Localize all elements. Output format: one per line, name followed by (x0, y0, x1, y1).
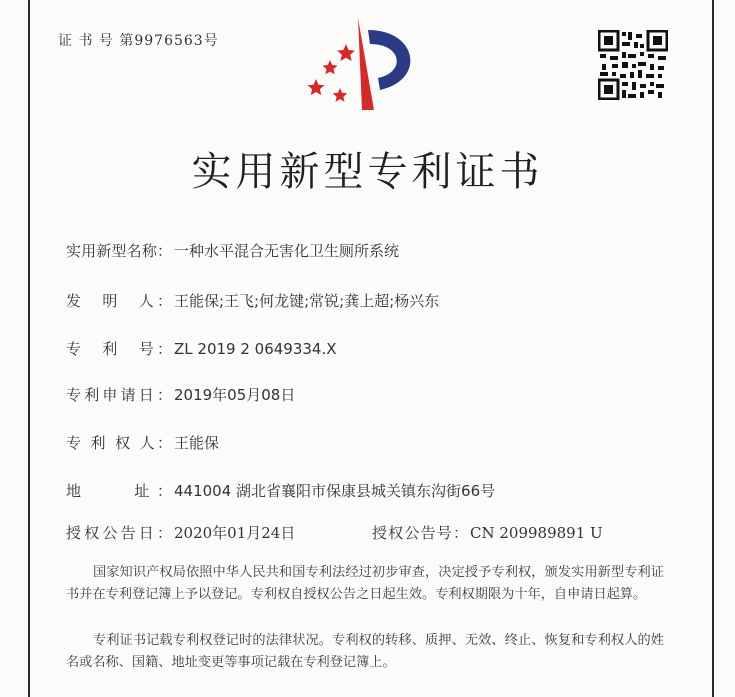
legal-status-paragraph: 专利证书记载专利权登记时的法律状况。专利权的转移、质押、无效、终止、恢复和专利权人的姓名或名称、国籍、地址变更等事项记载在专利登记簿上。 (66, 633, 664, 670)
page-title: 实用新型专利证书 (191, 149, 544, 195)
address-row (66, 480, 495, 501)
patent-office-emblem-icon (306, 18, 426, 118)
application-date-row (66, 384, 295, 405)
patentee-value: 王能保 (174, 434, 220, 452)
frame-left-border (28, 0, 30, 697)
application-date-label: 专利申请日： (66, 386, 172, 404)
patent-number-row (66, 338, 337, 359)
frame-right-border (712, 0, 714, 697)
grant-announcement-number-value: CN 209989891 U (470, 524, 603, 542)
utility-model-name-row (66, 240, 399, 261)
grant-announcement-date-row (66, 522, 295, 543)
utility-model-name-label: 实用新型名称： (66, 242, 172, 260)
address-label: 地 址： (66, 482, 172, 500)
certificate-number: 证 书 号 第9976563号 (58, 33, 219, 49)
grant-statement-paragraph: 国家知识产权局依照中华人民共和国专利法经过初步审查，决定授予专利权，颁发实用新型专利证书并在专利登记簿上予以登记。专利权自授权公告之日起生效。专利权期限为十年，自申请日起算。 (66, 565, 664, 602)
grant-announcement-number-label: 授权公告号： (372, 524, 468, 542)
patent-number-label: 专 利 号： (66, 340, 172, 358)
grant-announcement-date-label: 授权公告日： (66, 524, 172, 542)
patentee-label: 专 利 权 人： (66, 434, 172, 452)
utility-model-name-value: 一种水平混合无害化卫生厕所系统 (174, 242, 400, 260)
grant-announcement-number-row (372, 522, 603, 543)
inventors-value: 王能保;王飞;何龙键;常锐;龚上超;杨兴东 (174, 292, 440, 310)
inventors-label: 发 明 人： (66, 292, 172, 310)
qr-code-icon (598, 30, 668, 100)
application-date-value: 2019年05月08日 (174, 386, 296, 404)
address-value: 441004 湖北省襄阳市保康县城关镇东沟街66号 (174, 482, 496, 500)
patent-number-value: ZL 2019 2 0649334.X (174, 340, 337, 358)
inventors-row (66, 290, 439, 311)
grant-announcement-date-value: 2020年01月24日 (174, 524, 296, 542)
patentee-row (66, 432, 219, 453)
